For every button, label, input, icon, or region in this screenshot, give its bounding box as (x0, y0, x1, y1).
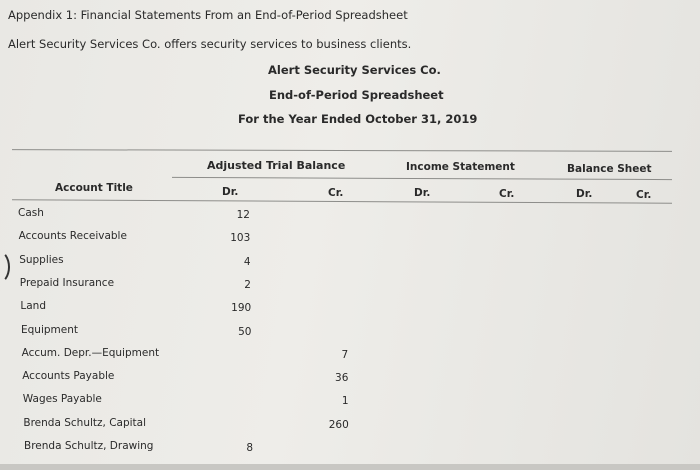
account-name: Prepaid Insurance (19, 276, 115, 289)
group-rule (172, 177, 672, 180)
report-period: For the Year Ended October 31, 2019 (238, 112, 478, 126)
account-name: Accounts Payable (22, 370, 115, 383)
atb-cr-value: 36 (335, 372, 349, 385)
account-name: Cash (18, 207, 44, 219)
company-name: Alert Security Services Co. (268, 63, 441, 77)
is-cr-header: Cr. (499, 188, 515, 200)
appendix-title: Appendix 1: Financial Statements From an End-of-Period Spreadsheet (8, 8, 408, 22)
intro-text: Alert Security Services Co. offers security services to business clients. (8, 37, 412, 51)
cursor-arc-icon (0, 250, 10, 284)
atb-dr-value: 50 (238, 325, 252, 338)
header-bottom-rule (12, 199, 672, 203)
atb-dr-value: 4 (243, 255, 251, 268)
table-top-rule (12, 149, 672, 152)
report-name: End-of-Period Spreadsheet (269, 88, 444, 102)
atb-dr-value: 12 (236, 209, 250, 221)
account-name: Accounts Receivable (18, 230, 127, 243)
account-name: Brenda Schultz, Capital (23, 416, 147, 429)
atb-dr-value: 103 (230, 232, 251, 245)
group-balance-sheet: Balance Sheet (567, 163, 652, 175)
is-dr-header: Dr. (414, 187, 431, 199)
atb-cr-value: 7 (341, 348, 349, 361)
atb-dr-value: 2 (244, 278, 251, 291)
bs-dr-header: Dr. (576, 188, 593, 200)
account-name: Supplies (19, 253, 64, 266)
group-income-statement: Income Statement (406, 161, 515, 173)
atb-cr-header: Cr. (328, 187, 344, 199)
account-title-header: Account Title (55, 182, 133, 194)
account-name: Wages Payable (22, 393, 102, 406)
account-name: Brenda Schultz, Drawing (24, 440, 154, 452)
group-adjusted-trial-balance: Adjusted Trial Balance (207, 159, 346, 172)
atb-dr-header: Dr. (222, 186, 239, 198)
atb-cr-value: 1 (341, 395, 349, 408)
account-name: Equipment (21, 323, 78, 336)
account-name: Land (20, 300, 46, 313)
atb-dr-value: 8 (246, 442, 253, 454)
atb-dr-value: 190 (231, 302, 252, 315)
atb-cr-value: 260 (328, 418, 349, 431)
account-name: Accum. Depr.—Equipment (21, 346, 160, 359)
bs-cr-header: Cr. (636, 189, 652, 201)
screen-edge (0, 464, 700, 470)
